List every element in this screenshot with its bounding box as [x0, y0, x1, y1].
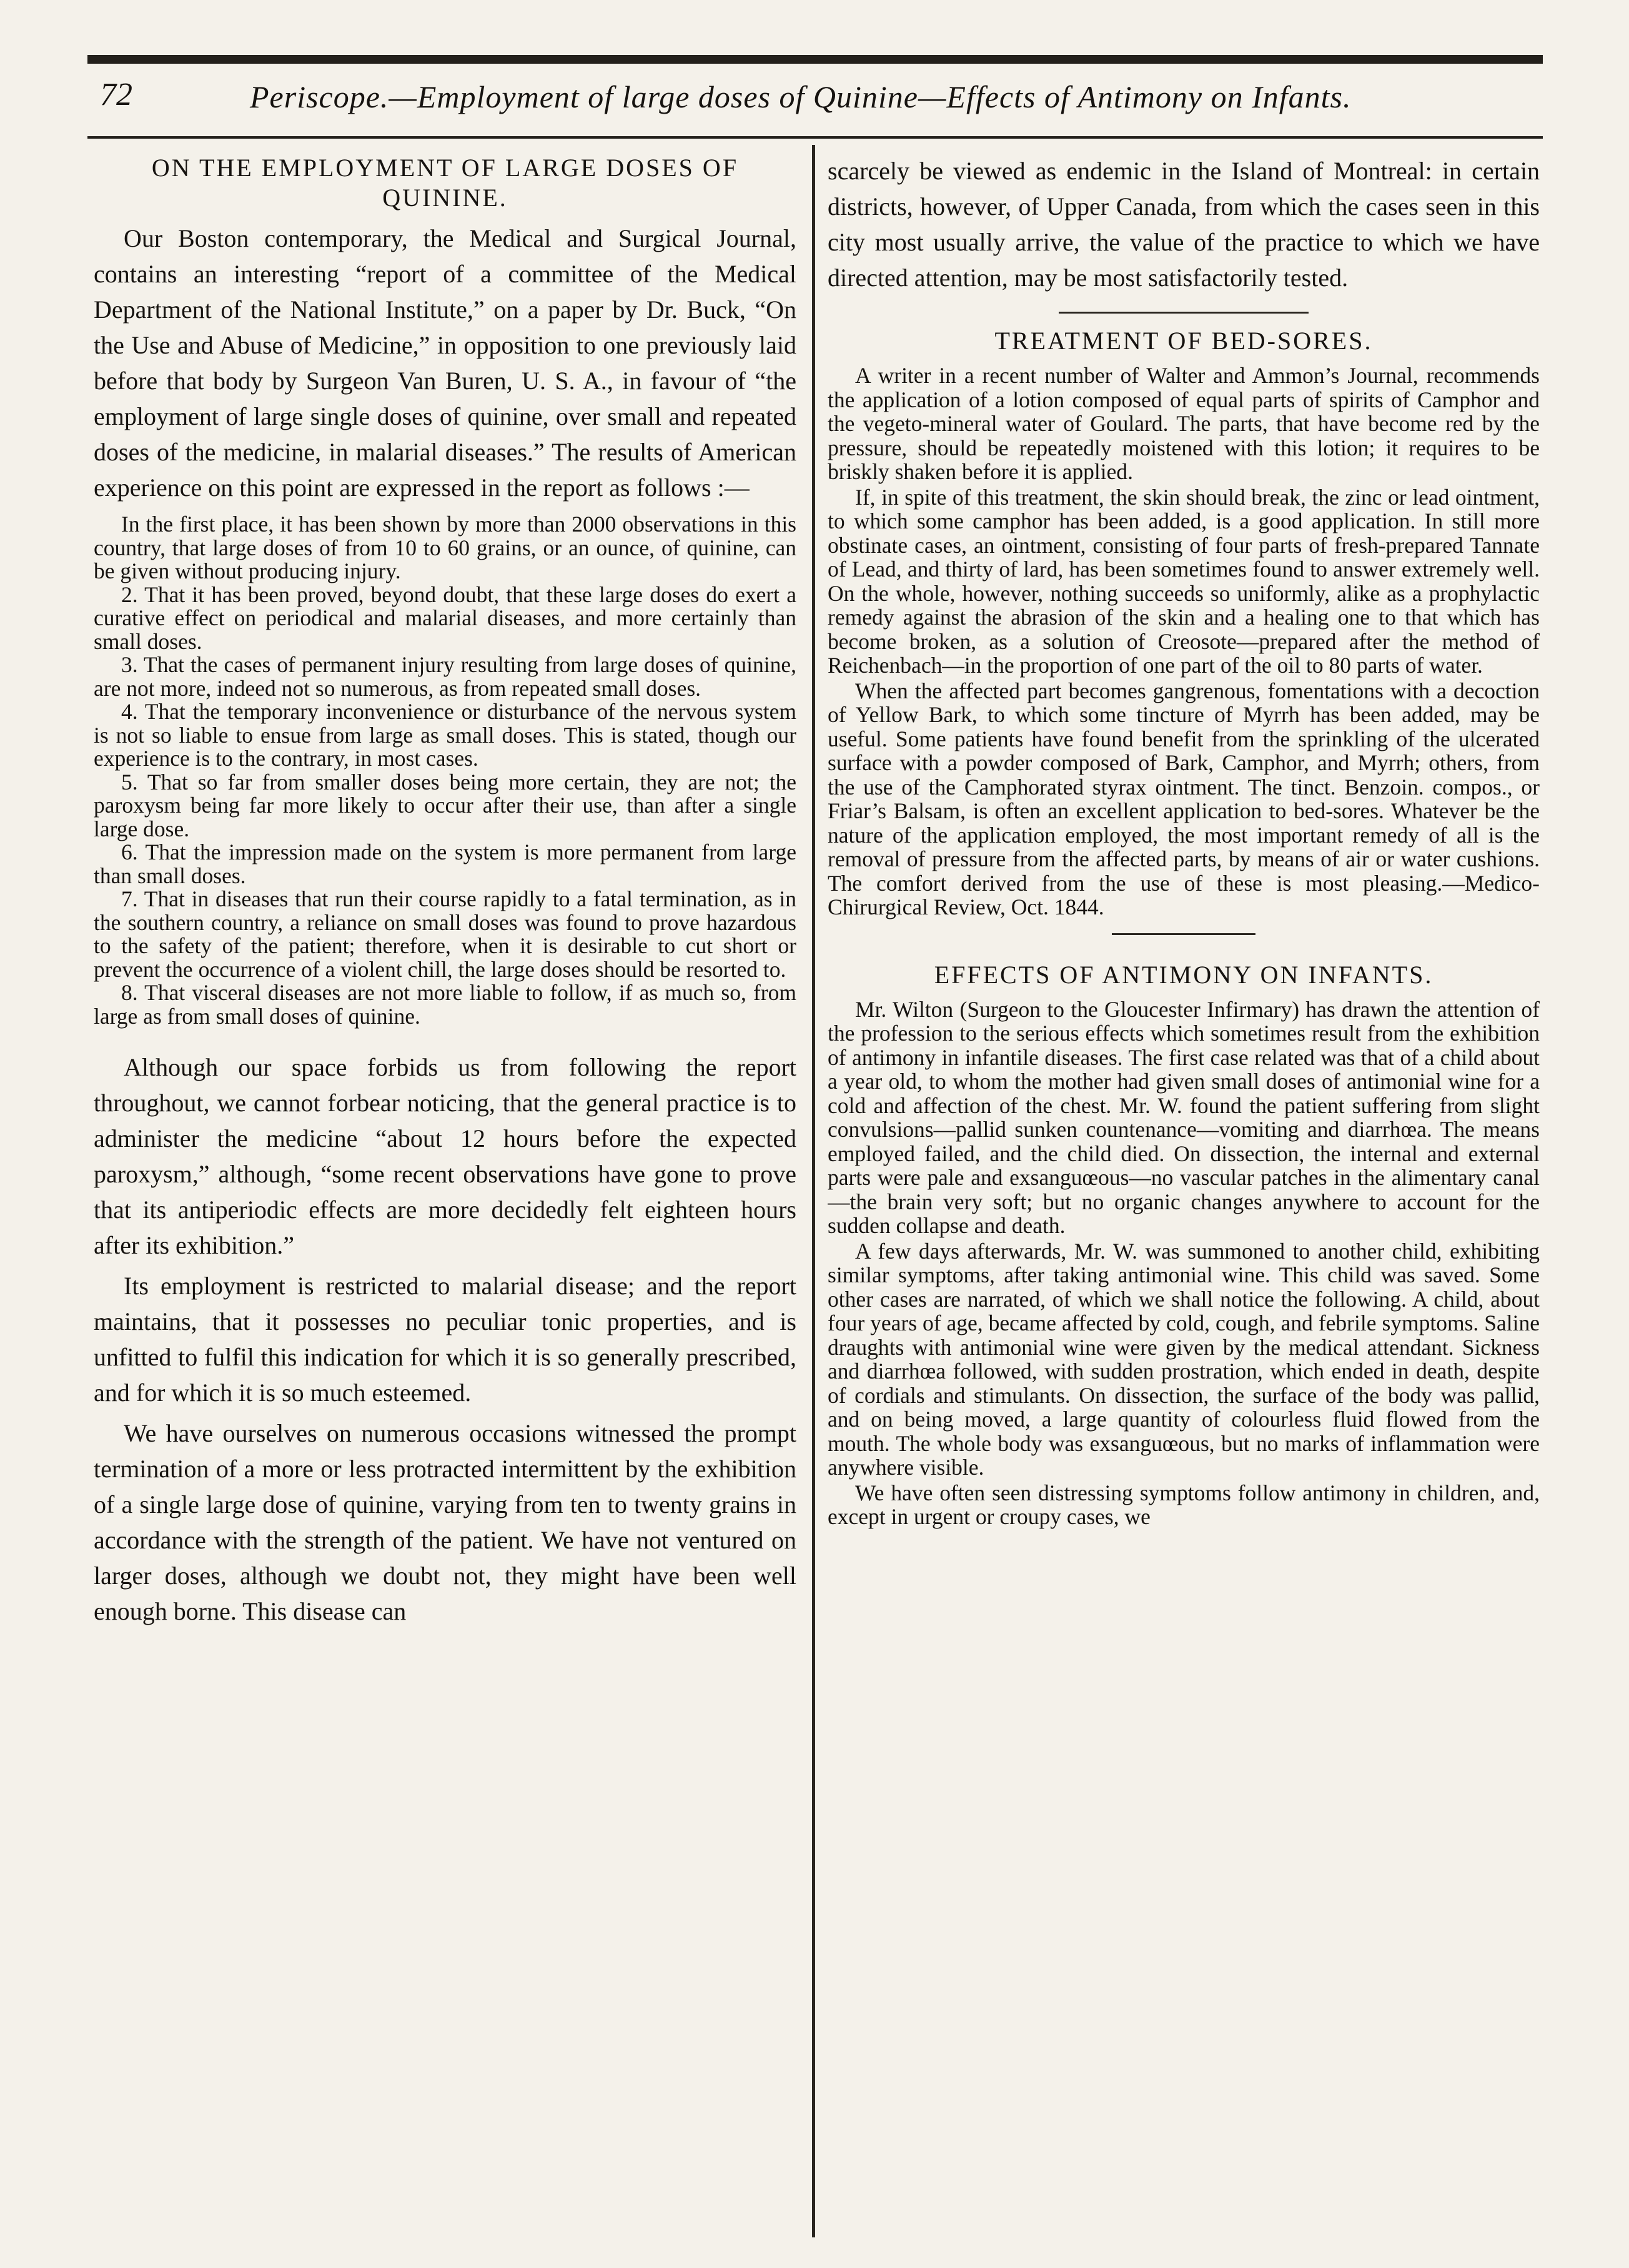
- finding-item: 5. That so far from smaller doses being more certain, they are not; the paroxysm being far more likely to occur after their use, than after a single large dose.: [94, 769, 796, 841]
- article-heading-bedsores: TREATMENT OF BED-SORES.: [994, 327, 1373, 355]
- running-title: Periscope.—Employment of large doses of Quinine—Effects of Antimony on Infants.: [250, 79, 1352, 114]
- top-rule: [87, 55, 1543, 64]
- header-rule: [87, 136, 1543, 139]
- section-rule: [1112, 933, 1255, 935]
- finding-item: 7. That in diseases that run their course rapidly to a fatal termination, as in the southern country, a reliance on small doses was found to prove hazardous to the safety of the patient; therefore, when it is desirable to cut short or prevent the occurrence of a violent chill, the large doses should be resorted to.: [94, 886, 796, 982]
- antimony-paragraph: We have often seen distressing symptoms follow antimony in children, and, except in urgent or croupy cases, we: [828, 1480, 1540, 1529]
- column-divider: [812, 145, 815, 2237]
- antimony-paragraph: A few days afterwards, Mr. W. was summoned to another child, exhibiting similar symptoms, after taking antimonial wine. This child was saved. Some other cases are narrated, of which we shall notice the following. A child, about four years of age, became affected by cold, cough, and febrile symptoms. Saline draughts with antimonial wine were given by the medical attendant. Sickness and diarrhœa followed, with sudden prostration, which ended in death, despite of cordials and stimulants. On dissection, the surface of the body was pallid, and on being moved, a large quantity of colourless fluid flowed from the mouth. The whole body was exsanguœous, but no marks of inflammation were anywhere visible.: [828, 1238, 1540, 1480]
- article-heading-antimony: EFFECTS OF ANTIMONY ON INFANTS.: [934, 960, 1433, 989]
- paragraph-intro: Our Boston contemporary, the Medical and Surgical Journal, contains an interesting “report of a committee of the Medical Department of the National Institute,” on a paper by Dr. Buck, “On the Use and Abuse of Medicine,” in opposition to one previously laid before that body by Surgeon Van Buren, U. S. A., in favour of “the employment of large single doses of quinine, over small and repeated doses of the medicine, in malarial diseases.” The results of American experience on this point are expressed in the report as follows :—: [94, 224, 796, 502]
- running-header: [94, 74, 1555, 130]
- paragraph-continuation: scarcely be viewed as endemic in the Island of Montreal: in certain districts, however, of Upper Canada, from which the cases seen in this city most usually arrive, the value of the practice to which we have directed attention, may be most satisfactorily tested.: [828, 157, 1540, 292]
- paragraph-space: Although our space forbids us from following the report throughout, we cannot forbear noticing, that the general practice is to administer the medicine “about 12 hours before the expected paroxysm,” although, “some recent observations have gone to prove that its antiperiodic effects are more decidedly felt eighteen hours after its exhibition.”: [94, 1053, 796, 1259]
- finding-item: 3. That the cases of permanent injury resulting from large doses of quinine, are not more, indeed not so numerous, as from repeated small doses.: [94, 652, 796, 701]
- report-findings: [94, 513, 796, 1028]
- finding-item: 8. That visceral diseases are not more liable to follow, if as much so, from large as from small doses of quinine.: [94, 980, 796, 1029]
- bedsores-paragraph: If, in spite of this treatment, the skin should break, the zinc or lead ointment, to which some camphor has been added, is a good application. In still more obstinate cases, an ointment, consisting of four parts of fresh-prepared Tannate of Lead, and thirty of lard, has been sometimes found to answer extremely well. On the whole, however, nothing succeeds so uniformly, alike as a prophylactic remedy against the abrasion of the skin and a healing one to that which has become broken, as a solution of Creosote—prepared after the method of Reichenbach—in the proportion of one part of the oil to 80 parts of water.: [828, 484, 1540, 678]
- finding-item: 4. That the temporary inconvenience or disturbance of the nervous system is not so liable to ensue from large as small doses. This is stated, though our experience is to the contrary, in most cases.: [94, 699, 796, 771]
- antimony-paragraph: Mr. Wilton (Surgeon to the Gloucester Infirmary) has drawn the attention of the profession to the serious effects which sometimes result from the exhibition of antimony in infantile diseases. The first case related was that of a child about a year old, to whom the mother had given small doses of antimonial wine for a cold and affection of the chest. Mr. W. found the patient suffering from slight convulsions—pallid sunken countenance—vomiting and diarrhœa. The means employed failed, and the child died. On dissection, the internal and external parts were pale and exsanguœous—no vascular patches in the alimentary canal—the brain very soft; but no organic changes anywhere to account for the sudden collapse and death.: [828, 996, 1540, 1238]
- finding-item: 6. That the impression made on the system is more permanent from large than small doses.: [94, 839, 796, 888]
- section-rule: [1059, 312, 1309, 314]
- article-heading-quinine: ON THE EMPLOYMENT OF LARGE DOSES OF QUININE.: [151, 154, 739, 212]
- paragraph-witnessed: We have ourselves on numerous occasions witnessed the prompt termination of a more or less protracted intermittent by the exhibition of a single large dose of quinine, varying from ten to twenty grains in accordance with the strength of the patient. We have not ventured on larger doses, although we doubt not, they might have been well enough borne. This disease can: [94, 1419, 796, 1625]
- left-column: [94, 153, 796, 2239]
- finding-item: In the first place, it has been shown by more than 2000 observations in this country, that large doses of from 10 to 60 grains, or an ounce, of quinine, can be given without producing injury.: [94, 512, 796, 583]
- page-number: 72: [100, 77, 132, 112]
- right-column: [828, 153, 1540, 2239]
- bedsores-paragraph: A writer in a recent number of Walter and Ammon’s Journal, recommends the application of a lotion composed of equal parts of spirits of Camphor and the vegeto-mineral water of Goulard. The parts, that have become red by the pressure, should be repeatedly moistened with this lotion; it requires to be briskly shaken before it is applied.: [828, 363, 1540, 484]
- finding-item: 2. That it has been proved, beyond doubt, that these large doses do exert a curative effect on periodical and malarial diseases, and more certainly than small doses.: [94, 582, 796, 654]
- paragraph-restricted: Its employment is restricted to malarial disease; and the report maintains, that it possesses no peculiar tonic properties, and is unfitted to fulfil this indication for which it is so generally prescribed, and for which it is so much esteemed.: [94, 1272, 796, 1407]
- bedsores-paragraph: When the affected part becomes gangrenous, fomentations with a decoction of Yellow Bark, to which some tincture of Myrrh has been added, may be useful. Some patients have found benefit from the sprinkling of the ulcerated surface with a powder composed of Bark, Camphor, and Myrrh; others, from the use of the Camphorated styrax ointment. The tinct. Benzoin. compos., or Friar’s Balsam, is often an excellent application to bed-sores. Whatever be the nature of the application employed, the most important remedy of all is the removal of pressure from the affected parts, by means of air or water cushions. The comfort derived from the use of these is most pleasing.—Medico-Chirurgical Review, Oct. 1844.: [828, 678, 1540, 919]
